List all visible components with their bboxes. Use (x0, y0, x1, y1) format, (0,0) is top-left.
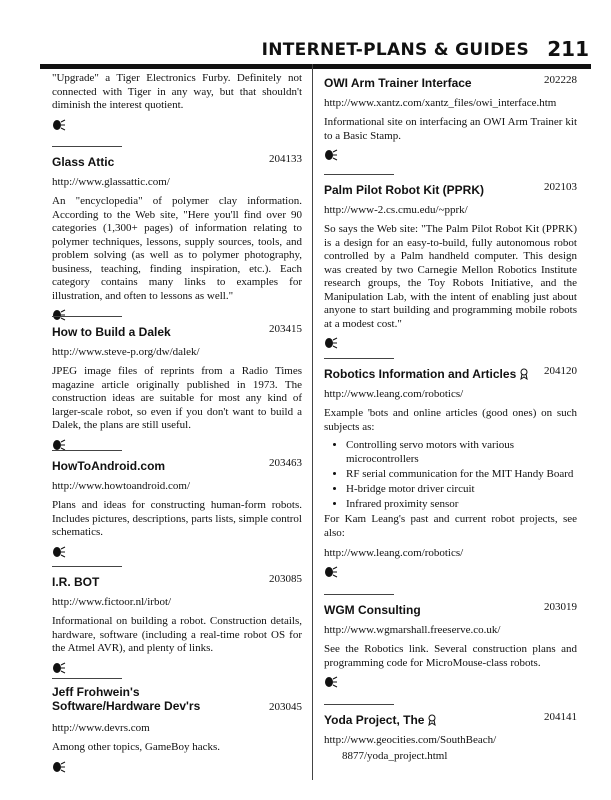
entry-url[interactable]: http://www.howtoandroid.com/ (52, 480, 190, 492)
entry-title: How to Build a Dalek (52, 325, 171, 339)
entry-url[interactable]: http://www.fictoor.nl/irbot/ (52, 596, 172, 608)
list-item: • Controlling servo motors with various microcontrollers (346, 438, 577, 466)
web-link-icon (52, 662, 66, 674)
entry-pprk (324, 174, 577, 354)
entry-howtoandroid (52, 450, 302, 563)
entry-code: 202228 (544, 74, 577, 86)
entry-url[interactable]: http://www.devrs.com (52, 722, 150, 734)
web-link-icon (52, 761, 66, 773)
entry-separator (52, 450, 122, 451)
page-header (40, 0, 591, 69)
entry-url[interactable]: http://www.leang.com/robotics/ (324, 388, 464, 400)
entry-desc-2: For Kam Leang's past and current robot projects, see also: (324, 513, 577, 539)
entry-url[interactable]: http://www.glassattic.com/ (52, 176, 170, 188)
entry-code: 204133 (269, 153, 302, 165)
list-item: • RF serial communication for the MIT Handy Board (346, 467, 577, 481)
entry-url-2[interactable]: http://www.leang.com/robotics/ (324, 547, 464, 559)
entry-code: 203085 (269, 573, 302, 585)
entry-desc: Informational site on interfacing an OWI Arm Trainer kit to a Basic Stamp. (324, 116, 577, 142)
entry-desc: An "encyclopedia" of polymer clay information. According to the Web site, "Here you'll find over 90 categories (1,300+ pages) of information relating to polymer techniques, lessons, supply sources, tools, and problem solving (as well as to polymer photography, business, teaching, finding inspiration, etc.). Each category contains many links to examples for illustration, and often to lessons as well." (52, 195, 302, 302)
web-link-icon (324, 149, 338, 161)
entry-url[interactable]: http://www.xantz.com/xantz_files/owi_interface.htm (324, 97, 557, 109)
entry-yoda (324, 704, 577, 763)
entry-separator (324, 174, 394, 175)
web-link-icon (52, 439, 66, 451)
entry-separator (324, 358, 394, 359)
entry-code: 204120 (544, 365, 577, 377)
entry-code: 203045 (269, 701, 302, 713)
entry-desc: Among other topics, GameBoy hacks. (52, 741, 221, 753)
entry-desc: Example 'bots and online articles (good ones) on such subjects as: (324, 407, 577, 433)
entry-title: Jeff Frohwein's Software/Hardware Dev'rs (52, 685, 201, 713)
entry-desc: JPEG image files of reprints from a Radio Times magazine article originally published in 1973. The construction ideas are suitable for most any kind of larger-scale robot, so even if you don't want to build a Dalek, the plans are still useful. (52, 365, 302, 431)
award-ribbon-icon (520, 368, 528, 380)
entry-title: I.R. BOT (52, 575, 100, 589)
entry-irbot (52, 566, 302, 679)
web-link-icon (52, 546, 66, 558)
entry-url[interactable]: http://www.wgmarshall.freeserve.co.uk/ (324, 624, 501, 636)
entry-separator (52, 678, 122, 679)
running-title: INTERNET-PLANS & GUIDES (261, 40, 529, 60)
entry-owi (324, 74, 577, 166)
entry-separator (52, 146, 122, 147)
entry-desc: Informational on building a robot. Construction details, hardware, software (including a real-time robot OS for the Atmel AVR), and plenty of links. (52, 615, 302, 654)
entry-desc: Plans and ideas for constructing human-form robots. Includes pictures, descriptions, parts lists, simple control schematics. (52, 499, 302, 538)
entry-code: 203019 (544, 601, 577, 613)
entry-title: WGM Consulting (324, 603, 421, 617)
entry-title: Robotics Information and Articles (324, 367, 517, 381)
topic-list (324, 438, 577, 511)
entry-title: Palm Pilot Robot Kit (PPRK) (324, 183, 484, 197)
entry-devrs (52, 678, 302, 778)
entry-url[interactable]: http://www-2.cs.cmu.edu/~pprk/ (324, 204, 468, 216)
entry-desc: So says the Web site: "The Palm Pilot Robot Kit (PPRK) is a design for an easy-to-build, fully autonomous robot controlled by a Palm handheld computer. This design was created by two Carnegie Mellon Robotics Institute research groups, the Toy Robots Initiative, and the Manipulation Lab, with the intent of enabling just about anyone to start building and programming mobile robots at a modest cost." (324, 223, 577, 330)
web-link-icon (52, 119, 66, 131)
entry-title: Glass Attic (52, 155, 115, 169)
entry-title: OWI Arm Trainer Interface (324, 76, 472, 90)
entry-continued (52, 72, 302, 136)
entry-desc: "Upgrade" a Tiger Electronics Furby. Definitely not connected with Tiger in any way, but that shouldn't diminish the interest quotient. (52, 72, 302, 111)
entry-code: 202103 (544, 181, 577, 193)
entry-dalek (52, 316, 302, 456)
entry-desc: See the Robotics link. Several construction plans and programming code for MicroMouse-class robots. (324, 643, 577, 669)
entry-separator (52, 566, 122, 567)
entry-url-continued[interactable]: 8877/yoda_project.html (342, 750, 448, 762)
entry-url[interactable]: http://www.geocities.com/SouthBeach/ (324, 734, 497, 746)
entry-robotics-info (324, 358, 577, 583)
entry-code: 204141 (544, 711, 577, 723)
entry-separator (52, 316, 122, 317)
entry-code: 203415 (269, 323, 302, 335)
entry-separator (324, 594, 394, 595)
list-item: • H-bridge motor driver circuit (346, 482, 577, 496)
column-divider (312, 64, 313, 780)
entry-separator (324, 704, 394, 705)
award-ribbon-icon (428, 714, 436, 726)
entry-code: 203463 (269, 457, 302, 469)
entry-title: Yoda Project, The (324, 713, 425, 727)
entry-url[interactable]: http://www.steve-p.org/dw/dalek/ (52, 346, 200, 358)
web-link-icon (324, 676, 338, 688)
web-link-icon (324, 337, 338, 349)
list-item: • Infrared proximity sensor (346, 497, 577, 511)
entry-title: HowToAndroid.com (52, 459, 166, 473)
entry-wgm (324, 594, 577, 693)
page-number: 211 (547, 37, 589, 61)
web-link-icon (324, 566, 338, 578)
entry-glass-attic (52, 146, 302, 326)
